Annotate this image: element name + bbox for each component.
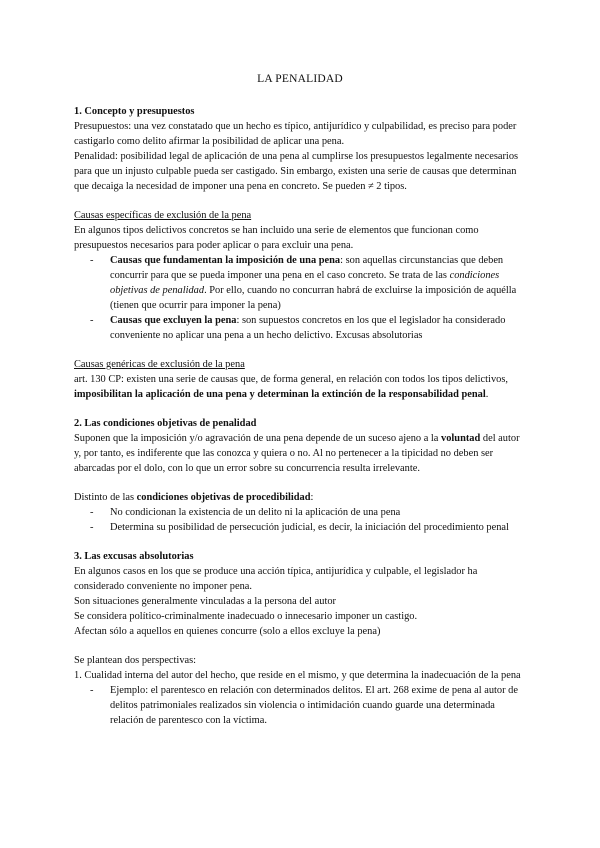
- section-3-paragraph: Se considera político-criminalmente inadecuado o innecesario imponer un castigo.: [74, 611, 418, 622]
- paragraph-text: .: [485, 389, 489, 400]
- section-3-paragraph: Se plantean dos perspectivas:: [74, 655, 197, 666]
- especificas-list: [74, 253, 526, 343]
- section-3-paragraph: En algunos casos en los que se produce una acción típica, antijurídica y culpable, el legislador ha considerado conveniente no imponer pena.: [74, 566, 478, 592]
- section-1-paragraph-presupuestos: Presupuestos: una vez constatado que un hecho es típico, antijurídico y culpabilidad, es preciso para poder castigarlo como delito afirmar la posibilidad de aplicar una pena.: [74, 121, 517, 147]
- item-bold-text: Causas que excluyen la pena: [110, 315, 237, 326]
- item-italic-text: condiciones objetivas de penalidad: [110, 270, 500, 296]
- paragraph-text: art. 130 CP: existen una serie de causas que, de forma general, en relación con todos los tipos delictivos,: [74, 374, 508, 385]
- list-item: - No condicionan la existencia de un delito ni la aplicación de una pena: [110, 505, 526, 520]
- item-bold-text: Causas que fundamentan la imposición de una pena: [110, 255, 341, 266]
- list-item: [110, 313, 526, 343]
- especificas-intro: En algunos tipos delictivos concretos se han incluido una serie de elementos que funcionan como presupuestos necesarios para poder aplicar o para excluir una pena.: [74, 225, 479, 251]
- section-1-heading: 1. Concepto y presupuestos: [74, 106, 195, 117]
- spacer: [74, 476, 526, 490]
- section-2-heading: 2. Las condiciones objetivas de penalidad: [74, 418, 257, 429]
- document-title: LA PENALIDAD: [257, 73, 343, 85]
- section-3-paragraph: Son situaciones generalmente vinculadas a la persona del autor: [74, 596, 336, 607]
- section-3-heading: 3. Las excusas absolutorias: [74, 551, 194, 562]
- paragraph-bold-text: voluntad: [441, 433, 481, 444]
- list-item: [110, 253, 526, 313]
- paragraph-bold-text: imposibilitan la aplicación de una pena y determinan la extinción de la responsabilidad penal: [74, 389, 486, 400]
- section-3-paragraph: 1. Cualidad interna del autor del hecho, que reside en el mismo, y que determina la inadecuación de la pena: [74, 670, 521, 681]
- paragraph-bold-text: condiciones objetivas de procedibilidad: [136, 492, 311, 503]
- item-text: . Por ello, cuando no concurran habrá de excluirse la imposición de aquélla (tienen que ocurrir para imponer la pena): [110, 285, 517, 311]
- spacer: [74, 535, 526, 549]
- list-item: - Ejemplo: el parentesco en relación con determinados delitos. El art. 268 exime de pena al autor de delitos patrimoniales realizados sin violencia o intimidación cuando guarde una determinada relación de parentesco con la víctima.: [110, 683, 526, 728]
- section-1-paragraph-penalidad: Penalidad: posibilidad legal de aplicación de una pena al cumplirse los presupuestos legalmente necesarios para que un injusto culpable pueda ser castigado. Sin embargo, existen una serie de causas que determinan que decaiga la necesidad de imponer una pena en concreto. Se pueden ≠ 2 tipos.: [74, 151, 519, 192]
- genericas-paragraph: [74, 372, 526, 402]
- spacer: [74, 194, 526, 208]
- perspectivas-list: [74, 683, 526, 728]
- item-text: : son aquellas circunstancias que deben concurrir para que se pueda imponer una pena en el caso concreto. Se trata de las: [110, 255, 504, 281]
- section-2-distinto: [74, 490, 526, 505]
- genericas-heading: Causas genéricas de exclusión de la pena: [74, 359, 245, 370]
- list-item: - Determina su posibilidad de persecución judicial, es decir, la iniciación del procedimiento penal: [110, 520, 526, 535]
- spacer: [74, 402, 526, 416]
- paragraph-text: :: [310, 492, 314, 503]
- section-2-paragraph: [74, 431, 526, 476]
- paragraph-text: Distinto de las: [74, 492, 137, 503]
- item-text: : son supuestos concretos en los que el legislador ha considerado conveniente no aplicar una pena a un hecho delictivo. Excusas absolutorias: [110, 315, 506, 341]
- especificas-heading: Causas específicas de exclusión de la pena: [74, 210, 252, 221]
- procedibilidad-list: [74, 505, 526, 535]
- spacer: [74, 639, 526, 653]
- paragraph-text: del autor y, por tanto, es indiferente que las conozca y quiera o no. Al no pertenecer a la tipicidad no deben ser abarcadas por el dolo, con lo que un error sobre su concurrencia resulta irrelevante.: [74, 433, 520, 474]
- paragraph-text: Suponen que la imposición y/o agravación de una pena depende de un suceso ajeno a la: [74, 433, 442, 444]
- section-3-paragraph: Afectan sólo a aquellos en quienes concurre (solo a ellos excluye la pena): [74, 626, 381, 637]
- spacer: [74, 343, 526, 357]
